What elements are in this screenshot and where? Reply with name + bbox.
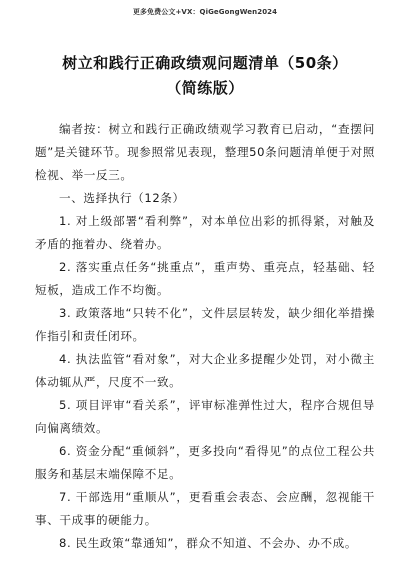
list-item: 7. 干部选用“重顺从”，更看重会表态、会应酬，忽视能干事、干成事的硬能力。: [35, 490, 375, 527]
document-title: 树立和践行正确政绩观问题清单（50条）: [62, 54, 348, 72]
section-heading: 一、选择执行（12条）: [59, 191, 185, 205]
list-item: 1. 对上级部署“看利弊”，对本单位出彩的抓得紧，对触及矛盾的拖着办、绕着办。: [35, 214, 375, 251]
list-item: 6. 资金分配“重倾斜”，更多投向“看得见”的点位工程公共服务和基层末端保障不足。: [35, 444, 375, 481]
document-subtitle: （简练版）: [166, 79, 244, 97]
list-item: 2. 落实重点任务“挑重点”，重声势、重亮点，轻基础、轻短板，造成工作不均衡。: [35, 260, 375, 297]
list-item: 5. 项目评审“看关系”，评审标准弹性过大，程序合规但导向偏离绩效。: [35, 398, 375, 435]
document-body: [35, 118, 375, 555]
editor-note-paragraph: 编者按：树立和践行正确政绩观学习教育已启动，“查摆问题”是关键环节。现参照常见表现，整理50条问题清单便于对照检视、举一反三。: [35, 122, 375, 182]
list-item: 4. 执法监管“看对象”，对大企业多提醒少处罚，对小微主体动辄从严，尺度不一致。: [35, 352, 375, 389]
list-item: 8. 民生政策“靠通知”，群众不知道、不会办、办不成。: [59, 536, 358, 550]
header-note: 更多免费公文+VX：QiGeGongWen2024: [132, 8, 278, 16]
list-item: 3. 政策落地“只转不化”，文件层层转发，缺少细化举措操作指引和责任闭环。: [35, 306, 375, 343]
